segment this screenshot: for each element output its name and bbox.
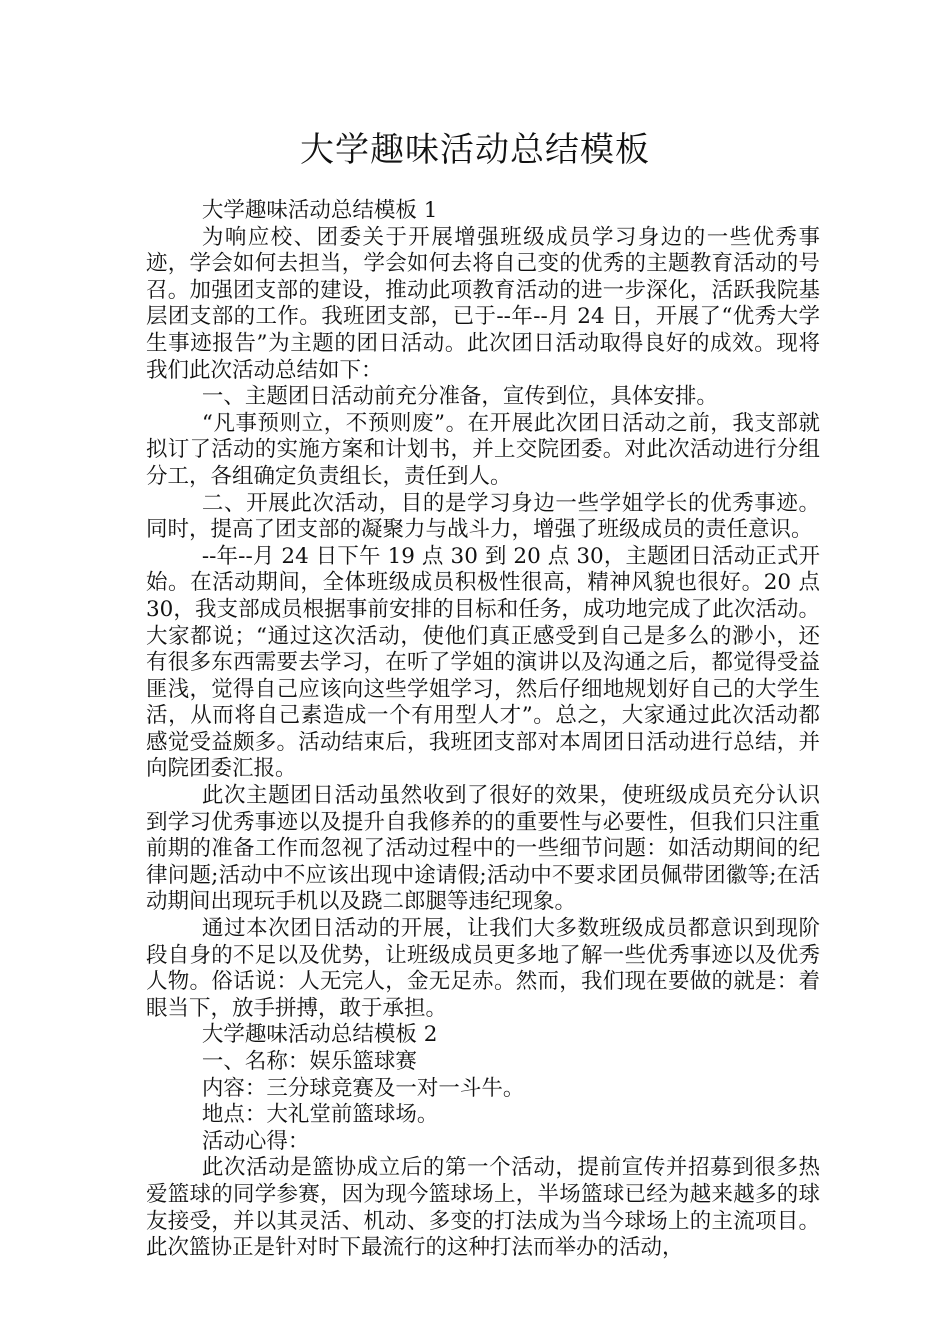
- paragraph: 此次活动是篮协成立后的第一个活动，提前宣传并招募到很多热爱篮球的同学参赛，因为现今篮球场上，半场篮球已经为越来越多的球友接受，并以其灵活、机动、多变的打法成为当今球场上的主流项目。此次篮协正是针对时下最流行的这种打法而举办的活动，: [146, 1155, 820, 1261]
- paragraph: “凡事预则立，不预则废”。在开展此次团日活动之前，我支部就拟订了活动的实施方案和计划书，并上交院团委。对此次活动进行分组分工，各组确定负责组长，责任到人。: [146, 410, 820, 489]
- paragraph: 二、开展此次活动，目的是学习身边一些学姐学长的优秀事迹。同时，提高了团支部的凝聚力与战斗力，增强了班级成员的责任意识。: [146, 490, 820, 543]
- document-title: 大学趣味活动总结模板: [300, 130, 650, 170]
- paragraph: 通过本次团日活动的开展，让我们大多数班级成员都意识到现阶段自身的不足以及优势，让班级成员更多地了解一些优秀事迹以及优秀人物。俗话说：人无完人，金无足赤。然而，我们现在要做的就是：着眼当下，放手拼搏，敢于承担。: [146, 916, 820, 1021]
- paragraph: 内容：三分球竞赛及一对一斗牛。: [201, 1075, 525, 1101]
- document-body: [146, 198, 820, 1262]
- paragraph: --年--月 24 日下午 19 点 30 到 20 点 30，主题团日活动正式开始。在活动期间，全体班级成员积极性很高，精神风貌也很好。20 点 30，我支部成员根据事前安排的目标和任务，成功地完成了此次活动。大家都说；“通过这次活动，使他们真正感受到自己是多么的渺小，还有很多东西需要去学习，在听了学姐的演讲以及沟通之后，都觉得受益匪浅，觉得自己应该向这些学姐学习，然后仔细地规划好自己的大学生活，从而将自己素造成一个有用型人才”。总之，大家通过此次活动都感觉受益颇多。活动结束后，我班团支部对本周团日活动进行总结，并向院团委汇报。: [146, 543, 820, 782]
- paragraph: 一、主题团日活动前充分准备，宣传到位，具体安排。: [201, 384, 718, 410]
- paragraph: 为响应校、团委关于开展增强班级成员学习身边的一些优秀事迹，学会如何去担当，学会如何去将自己变的优秀的主题教育活动的号召。加强团支部的建设，推动此项教育活动的进一步深化，活跃我院基层团支部的工作。我班团支部，已于--年--月 24 日，开展了“优秀大学生事迹报告”为主题的团日活动。此次团日活动取得良好的成效。现将我们此次活动总结如下：: [146, 224, 820, 383]
- paragraph: 地点：大礼堂前篮球场。: [201, 1102, 439, 1128]
- paragraph: 此次主题团日活动虽然收到了很好的效果，使班级成员充分认识到学习优秀事迹以及提升自我修养的的重要性与必要性，但我们只注重前期的准备工作而忽视了活动过程中的一些细节问题：如活动期间的纪律问题;活动中不应该出现中途请假;活动中不要求团员佩带团徽等;在活动期间出现玩手机以及跷二郎腿等违纪现象。: [146, 783, 820, 915]
- section-heading-1: 大学趣味活动总结模板 1: [201, 198, 438, 223]
- paragraph: 一、名称：娱乐篮球赛: [201, 1049, 417, 1074]
- paragraph: 活动心得：: [201, 1128, 310, 1154]
- section-heading-2: 大学趣味活动总结模板 2: [201, 1022, 438, 1048]
